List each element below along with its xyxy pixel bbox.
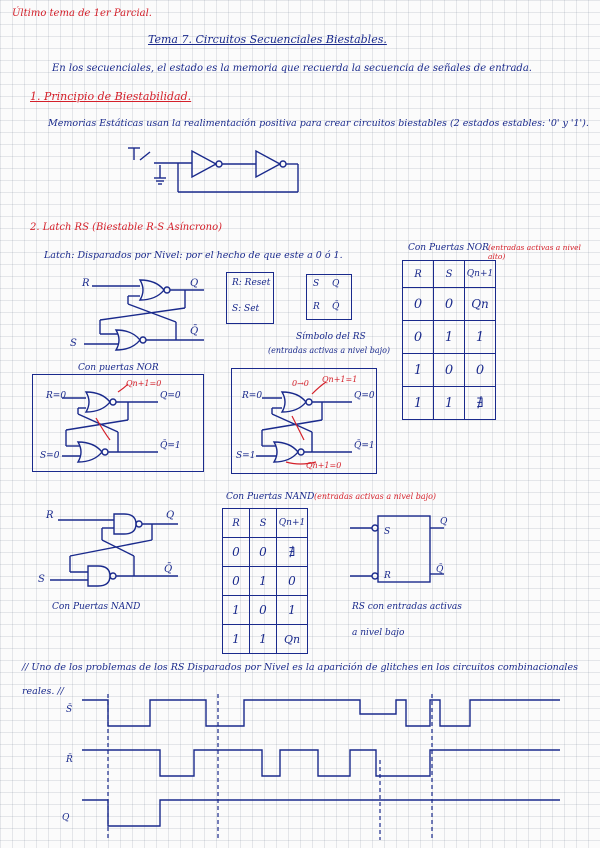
nor-caption: Con puertas NOR <box>78 363 159 373</box>
nand-r-label: R <box>46 510 54 521</box>
ex2-s1: S=1 <box>236 451 256 461</box>
nand-cell: 1 <box>250 567 277 596</box>
nor-cell: Qn <box>465 288 496 321</box>
symbol-qbar: Q̄ <box>332 302 340 312</box>
nor-cell: 1 <box>403 387 434 420</box>
nor-cell: 0 <box>403 321 434 354</box>
nor-cell: 1 <box>434 321 465 354</box>
nand-header-q: Qn+1 <box>277 509 308 538</box>
section1-heading: 1. Principio de Biestabilidad. <box>30 90 192 103</box>
legend-set: S: Set <box>232 304 260 314</box>
nor-header-s: S <box>434 261 465 288</box>
section1-text: Memorias Estáticas usan la realimentación positiva para crear circuitos biestables (2 estados estables: '0' y '1'). <box>48 118 589 129</box>
nor-table-title: Con Puertas NOR <box>408 243 489 253</box>
wave-r-label: R̄ <box>66 755 73 765</box>
nand-caption-3: a nivel bajo <box>352 628 405 638</box>
nor-q-label: Q <box>190 278 199 289</box>
nor-cell: 0 <box>465 354 496 387</box>
nor-s-label: S <box>70 338 77 349</box>
ex2-qn1-b: Qn+1=0 <box>306 461 342 470</box>
nand-cell: 1 <box>223 625 250 654</box>
symbol-s: S <box>313 279 320 289</box>
glitch-note: // Uno de los problemas de los RS Disparados por Nivel es la aparición de glitches en los circuitos combinacionales reales. // <box>22 662 578 697</box>
symbol-q: Q <box>332 279 340 289</box>
intro-text: En los secuenciales, el estado es la memoria que recuerda la secuencia de señales de entrada. <box>52 63 532 74</box>
nand-cell: 0 <box>250 538 277 567</box>
ex2-r0: R=0 <box>242 391 263 401</box>
ex2-zero-one: 0→0 <box>292 379 309 388</box>
nand-table-note: (entradas activas a nivel bajo) <box>314 492 437 501</box>
nor-header-q: Qn+1 <box>465 261 496 288</box>
nor-cell: 1 <box>465 321 496 354</box>
nand-qbar-label: Q̄ <box>164 564 173 575</box>
nor-cell: 0 <box>434 354 465 387</box>
symbol-caption-2: (entradas activas a nivel bajo) <box>268 346 391 355</box>
ex1-q0: Q=0 <box>160 391 181 401</box>
nor-qbar-label: Q̄ <box>190 326 199 337</box>
ex1-s0: S=0 <box>40 451 60 461</box>
nand-symbol-qbar: Q̄ <box>436 565 444 575</box>
section2-heading: 2. Latch RS (Biestable R-S Asíncrono) <box>30 222 222 233</box>
nand-s-label: S <box>38 574 45 585</box>
nand-cell: 0 <box>223 567 250 596</box>
ex1-r0: R=0 <box>46 391 67 401</box>
nand-cell: Qn <box>277 625 308 654</box>
nand-cell: 0 <box>223 538 250 567</box>
ex2-q0: Q=0 <box>354 391 375 401</box>
nand-symbol-q: Q <box>440 517 448 527</box>
nor-cell: 0 <box>403 288 434 321</box>
nor-cell: 0 <box>434 288 465 321</box>
nand-symbol-r: R <box>384 571 391 581</box>
ex1-qb1: Q̄=1 <box>160 441 181 451</box>
nor-cell: 1 <box>434 387 465 420</box>
nor-cell: ∄ <box>465 387 496 420</box>
nand-cell: 1 <box>223 596 250 625</box>
ex1-qn1: Qn+1=0 <box>126 379 162 388</box>
symbol-r: R <box>313 302 320 312</box>
header-note: Último tema de 1er Parcial. <box>12 8 152 19</box>
nand-header-s: S <box>250 509 277 538</box>
nor-r-label: R <box>82 278 90 289</box>
nand-cell: ∄ <box>277 538 308 567</box>
wave-q-label: Q <box>62 813 70 823</box>
wave-s-label: S̄ <box>66 705 73 715</box>
page-title: Tema 7. Circuitos Secuenciales Biestables. <box>148 33 387 46</box>
nand-cell: 1 <box>277 596 308 625</box>
legend-reset: R: Reset <box>232 278 271 288</box>
nand-caption-2: RS con entradas activas <box>352 602 462 612</box>
nand-cell: 1 <box>250 625 277 654</box>
section2-bullet: Latch: Disparados por Nivel: por el hecho de que este a 0 ó 1. <box>44 250 343 261</box>
nand-q-label: Q <box>166 510 175 521</box>
nand-caption: Con Puertas NAND <box>52 602 141 612</box>
nor-table-note: (entradas activas a nivel alto) <box>488 243 581 261</box>
nand-cell: 0 <box>277 567 308 596</box>
ex2-qn1: Qn+1=1 <box>322 375 358 384</box>
ex2-qb1: Q̄=1 <box>354 441 375 451</box>
nand-cell: 0 <box>250 596 277 625</box>
nor-cell: 1 <box>403 354 434 387</box>
nand-header-r: R <box>223 509 250 538</box>
symbol-caption: Símbolo del RS <box>296 332 366 342</box>
nand-table-title: Con Puertas NAND <box>226 492 315 502</box>
nor-header-r: R <box>403 261 434 288</box>
nand-symbol-s: S <box>384 527 391 537</box>
